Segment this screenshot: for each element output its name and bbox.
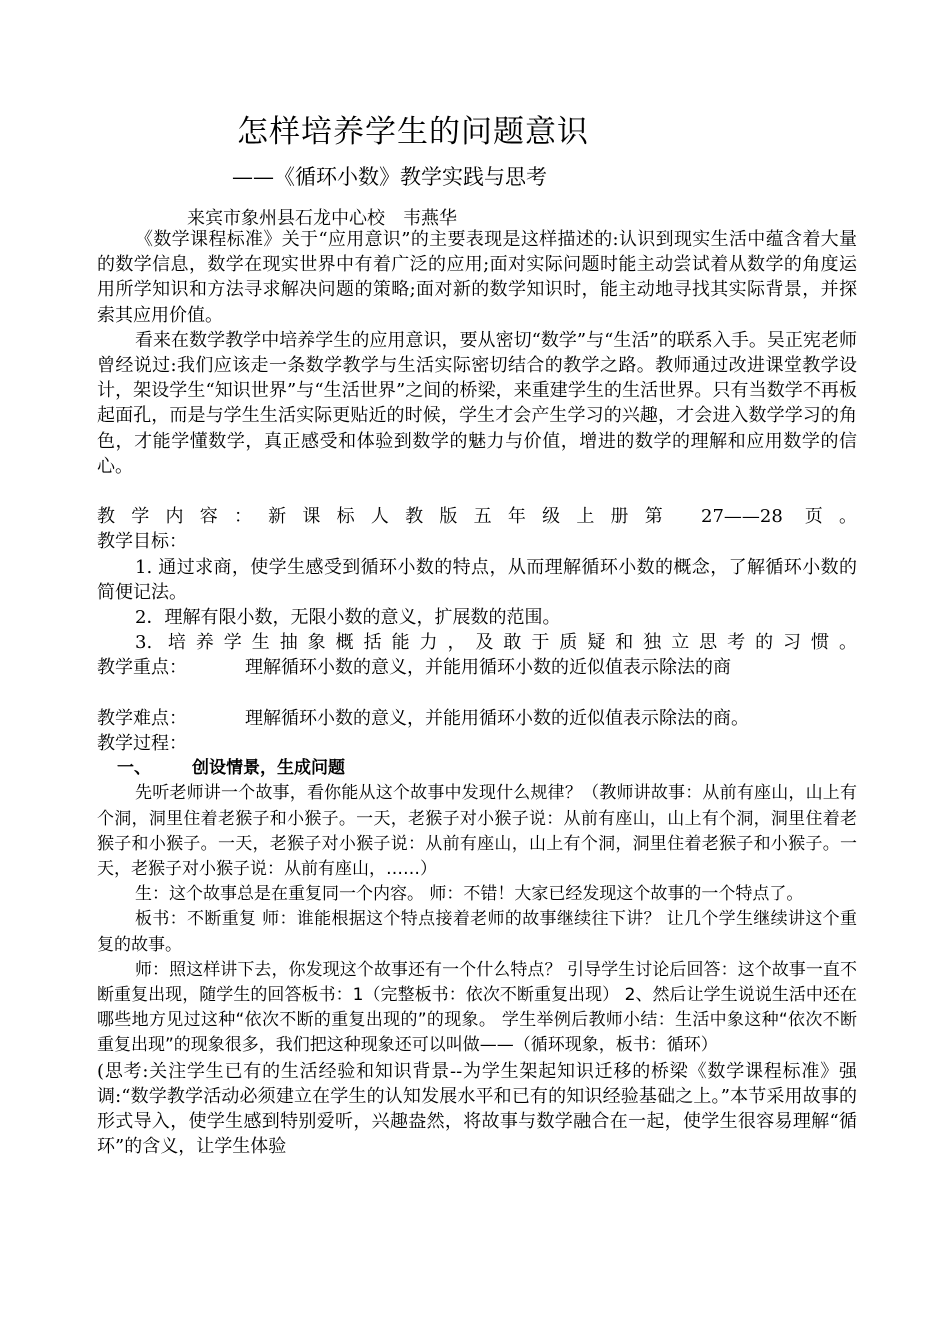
document-title: 怎样培养学生的问题意识 — [237, 114, 589, 150]
teaching-process-label: 教学过程： — [97, 733, 187, 755]
dialog-paragraph-1: 生：这个故事总是在重复同一个内容。 师：不错！大家已经发现这个故事的一个特点了。 — [135, 884, 804, 905]
paragraph-curriculum-standard: 《数学课程标准》关于“应用意识”的主要表现是这样描述的:认识到现实生活中蕴含着大量的数学信息，数学在现实世界中有着广泛的应用;面对实际问题时能主动尝试着从数学的角度运用所学知识和方法寻求解决问题的策略;面对新的数学知识时，能主动地寻找其实际背景，并探索其应用价值。 — [97, 229, 857, 326]
section-heading — [97, 756, 857, 781]
difficulty-text: 理解循环小数的意义，并能用循环小数的近似值表示除法的商。 — [245, 707, 749, 729]
reflection-paragraph: (思考:关注学生已有的生活经验和知识背景--为学生架起知识迁移的桥梁《数学课程标准》强调:“数学教学活动必须建立在学生的认知发展水平和已有的知识经验基础之上。”本节采用故事的形式导入，使学生感到特别爱听，兴趣盎然，将故事与数学融合在一起，使学生很容易理解“循环”的含义，让学生体验 — [97, 1060, 857, 1158]
teaching-difficulty — [97, 706, 857, 731]
story-paragraph: 先听老师讲一个故事，看你能从这个故事中发现什么规律？（教师讲故事：从前有座山，山上有个洞，洞里住着老猴子和小猴子。一天，老猴子对小猴子说：从前有座山，山上有个洞，洞里住着老猴子和小猴子。一天，老猴子对小猴子说：从前有座山，山上有个洞，洞里住着老猴子和小猴子。一天，老猴子对小猴子说：从前有座山，……） — [97, 783, 857, 880]
section-title: 创设情景，生成问题 — [192, 758, 345, 779]
blank-line — [97, 681, 857, 706]
teaching-goal-2: 2．理解有限小数，无限小数的意义，扩展数的范围。 — [135, 607, 561, 629]
dialog-paragraph-2: 板书：不断重复 师：谁能根据这个特点接着老师的故事继续往下讲？ 让几个学生继续讲这个重复的故事。 — [97, 909, 857, 955]
section-number: 一、 — [117, 758, 151, 779]
key-point-label: 教学重点： — [97, 657, 187, 679]
teaching-goal-1: 1. 通过求商，使学生感受到循环小数的特点，从而理解循环小数的概念，了解循环小数的简便记法。 — [97, 556, 857, 603]
document-body — [97, 227, 857, 1159]
key-point-text: 理解循环小数的意义，并能用循环小数的近似值表示除法的商 — [245, 657, 731, 679]
document-subtitle: ——《循环小数》教学实践与思考 — [232, 165, 547, 189]
teaching-goal-3: 3. 培养学生抽象概括能力，及敢于质疑和独立思考的习惯。 — [135, 632, 857, 654]
teaching-goals-label: 教学目标： — [97, 531, 187, 553]
teaching-content-line: 教学内容：新课标人教版五年级上册第 27——28 页。 — [97, 506, 857, 528]
blank-line — [97, 479, 857, 504]
teaching-key-point — [97, 655, 857, 680]
dialog-paragraph-3: 师：照这样讲下去，你发现这个故事还有一个什么特点？ 引导学生讨论后回答：这个故事一直不断重复出现，随学生的回答板书：1（完整板书：依次不断重复出现） 2、然后让学生说说生活中还在哪些地方见过这种“依次不断的重复出现的”的现象。 学生举例后教师小结：生活中象这种“依次不断重复出现”的现象很多，我们把这种现象还可以叫做——（循环现象，板书：循环） — [97, 959, 857, 1056]
paragraph-application-awareness: 看来在数学教学中培养学生的应用意识，要从密切“数学”与“生活”的联系入手。吴正宪老师曾经说过:我们应该走一条数学教学与生活实际密切结合的教学之路。教师通过改进课堂教学设计，架设学生“知识世界”与“生活世界”之间的桥梁，来重建学生的生活世界。只有当数学不再板起面孔，而是与学生生活实际更贴近的时候，学生才会产生学习的兴趣，才会进入数学学习的角色，才能学懂数学，真正感受和体验到数学的魅力与价值，增进的数学的理解和应用数学的信心。 — [97, 329, 857, 477]
author-line: 来宾市象州县石龙中心校 韦燕华 — [187, 208, 457, 229]
difficulty-label: 教学难点： — [97, 707, 187, 729]
